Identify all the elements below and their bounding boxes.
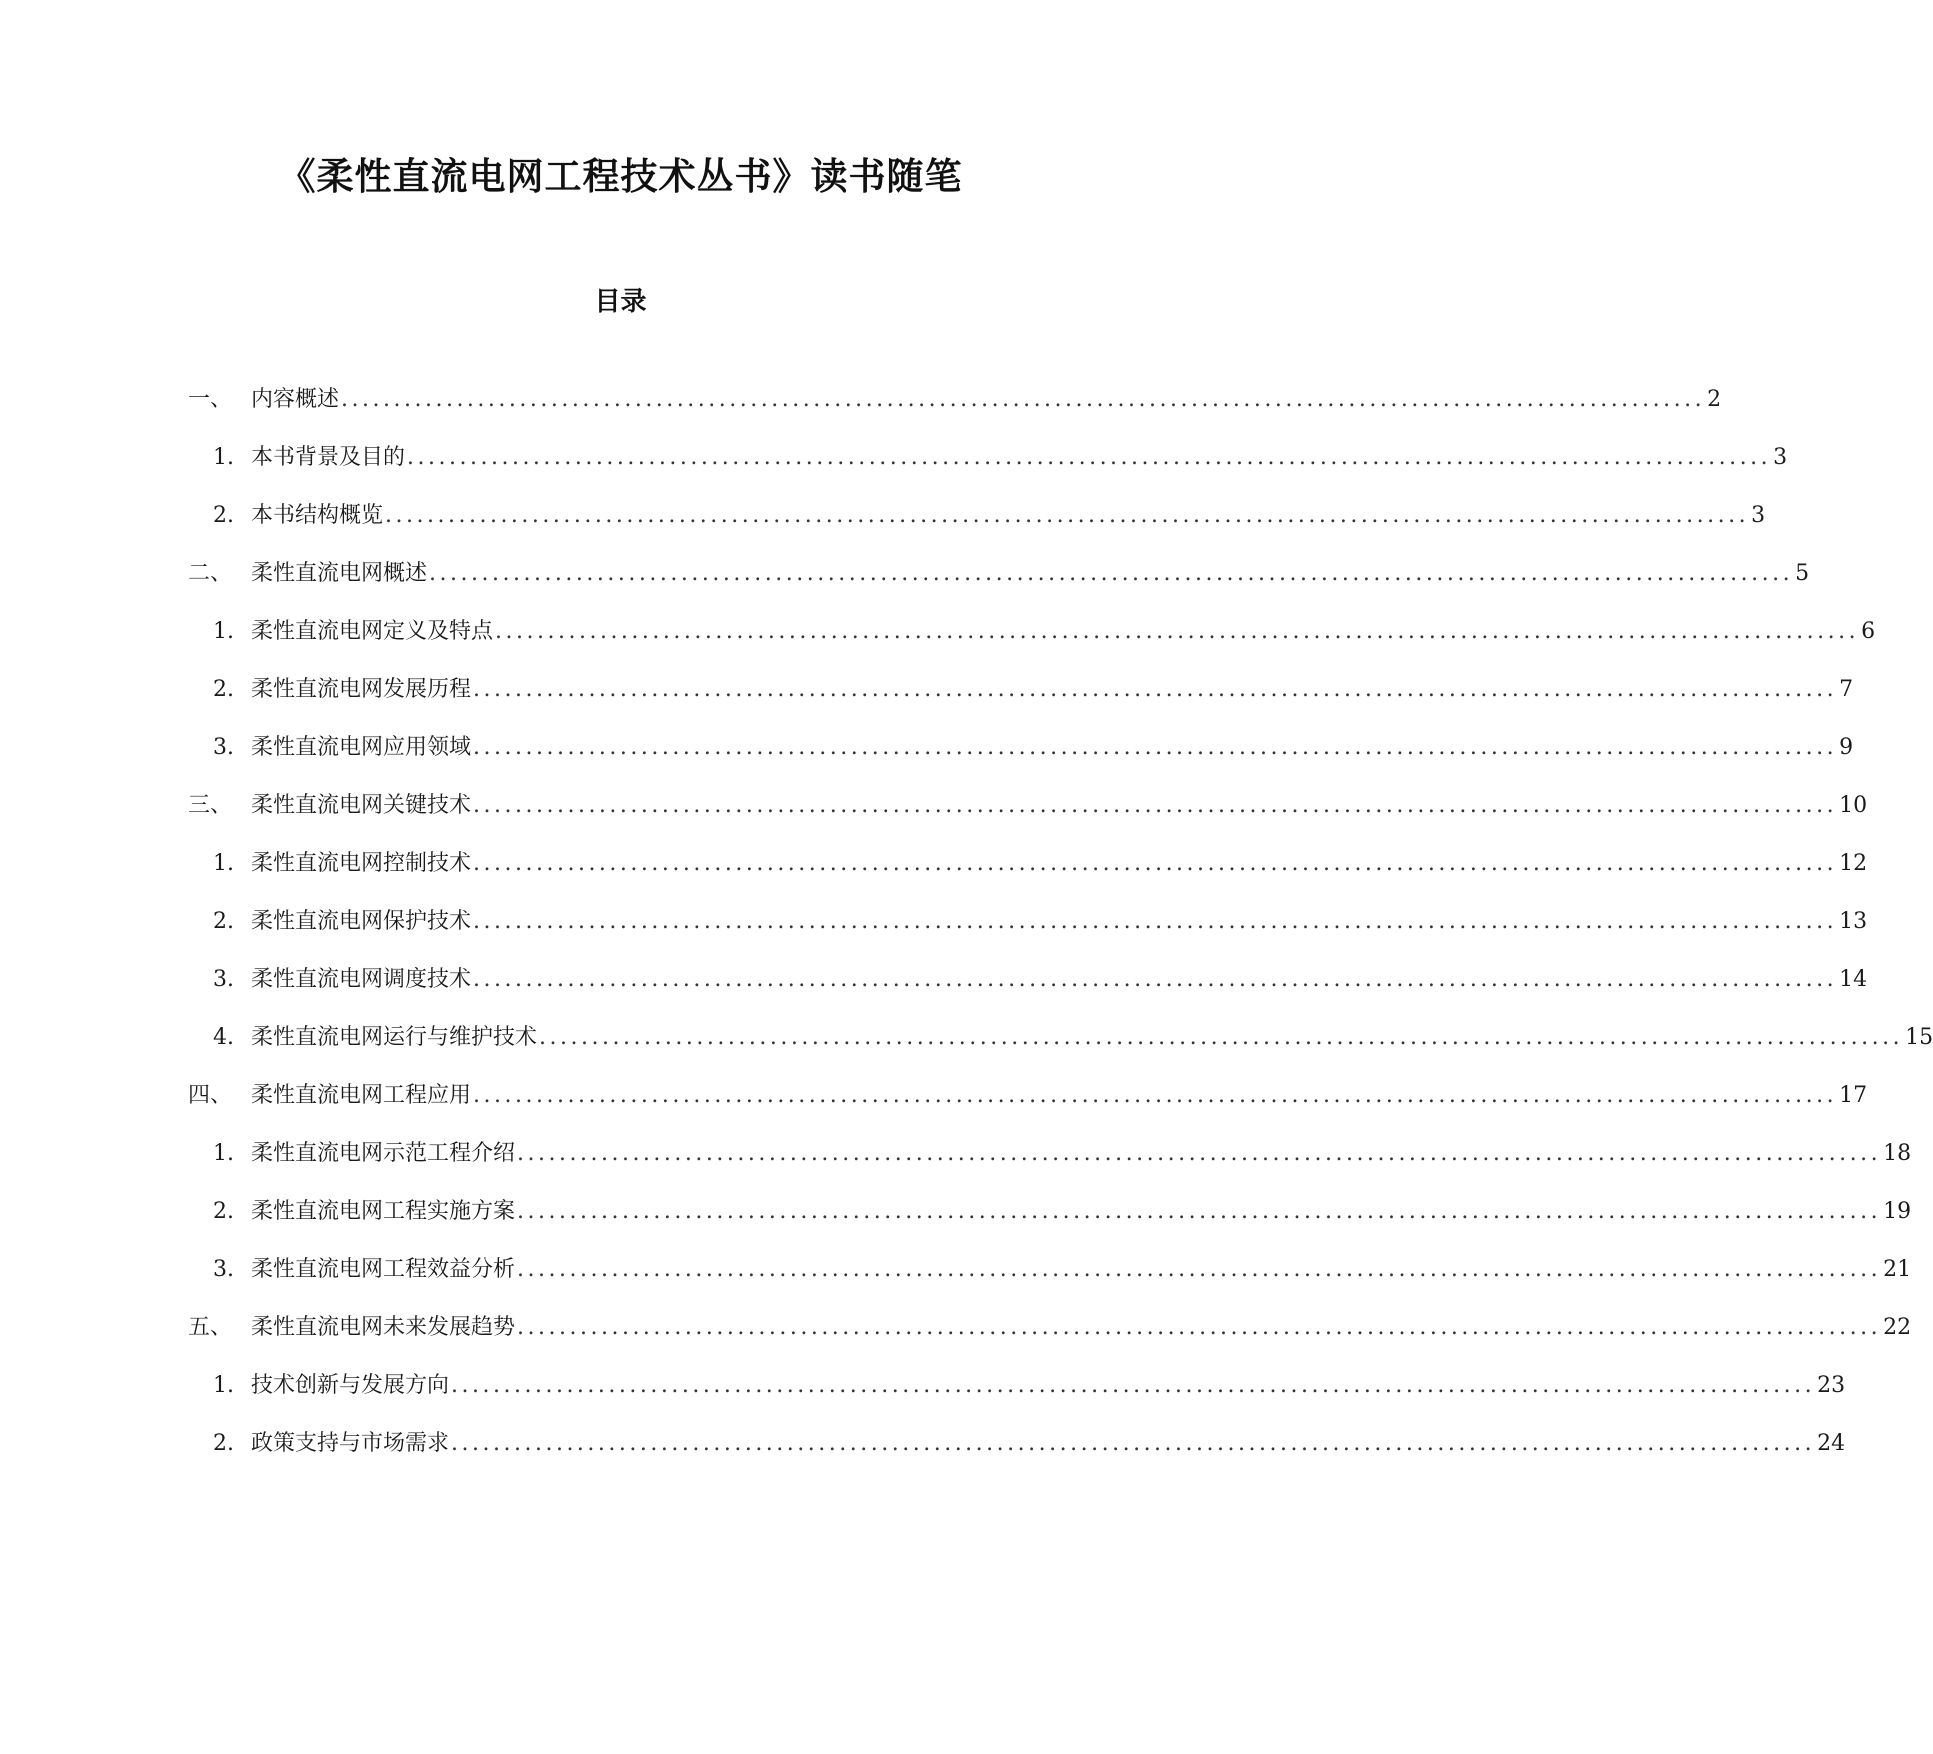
toc-entry-page: 21: [1883, 1257, 1912, 1282]
toc-leader-dots: ..................................................................................................................................: [385, 503, 1750, 528]
toc-heading: 目录: [594, 287, 647, 317]
toc-entry-number: 二、: [188, 561, 233, 586]
toc-entry-text: 柔性直流电网控制技术: [251, 851, 472, 876]
toc-entry-number: 1.: [213, 619, 234, 644]
toc-entry-number: 四、: [188, 1083, 233, 1108]
toc-entry-page: 3: [1773, 445, 1788, 470]
toc-entry[interactable]: [0, 728, 1854, 768]
toc-entry[interactable]: [0, 554, 1810, 594]
toc-entry-number: 1.: [213, 1141, 234, 1166]
toc-entry[interactable]: [0, 380, 1722, 420]
toc-leader-dots: ..................................................................................................................................: [473, 1083, 1838, 1108]
toc-leader-dots: ..................................................................................................................................: [517, 1141, 1882, 1166]
toc-entry-page: 17: [1839, 1083, 1868, 1108]
toc-entry-number: 2.: [213, 677, 234, 702]
toc-entry-text: 柔性直流电网工程实施方案: [251, 1199, 516, 1224]
toc-entry-page: 18: [1883, 1141, 1912, 1166]
toc-entry-text: 技术创新与发展方向: [251, 1373, 450, 1398]
toc-entry[interactable]: [0, 496, 1766, 536]
toc-entry-text: 柔性直流电网工程效益分析: [251, 1257, 516, 1282]
toc-entry-page: 23: [1817, 1373, 1846, 1398]
toc-entry-page: 19: [1883, 1199, 1912, 1224]
toc-entry[interactable]: [0, 1366, 1846, 1406]
toc-leader-dots: ..................................................................................................................................: [473, 677, 1838, 702]
toc-leader-dots: ..................................................................................................................................: [473, 909, 1838, 934]
toc-entry-text: 柔性直流电网应用领域: [251, 735, 472, 760]
toc-entry-number: 1.: [213, 1373, 234, 1398]
toc-entry-text: 柔性直流电网关键技术: [251, 793, 472, 818]
toc-entry-number: 1.: [213, 851, 234, 876]
toc-entry-text: 柔性直流电网示范工程介绍: [251, 1141, 516, 1166]
toc-entry-page: 12: [1839, 851, 1868, 876]
toc-entry-page: 3: [1751, 503, 1766, 528]
toc-leader-dots: ..................................................................................................................................: [429, 561, 1794, 586]
toc-entry-text: 柔性直流电网运行与维护技术: [251, 1025, 538, 1050]
toc-entry-text: 本书结构概览: [251, 503, 384, 528]
toc-entry-number: 4.: [213, 1025, 234, 1050]
toc-entry[interactable]: [0, 786, 1868, 826]
toc-entry-number: 2.: [213, 1431, 234, 1456]
toc-entry-page: 13: [1839, 909, 1868, 934]
toc-entry-page: 7: [1839, 677, 1854, 702]
toc-entry[interactable]: [0, 438, 1788, 478]
toc-entry-text: 柔性直流电网工程应用: [251, 1083, 472, 1108]
toc-leader-dots: ..................................................................................................................................: [473, 967, 1838, 992]
toc-entry-number: 2.: [213, 1199, 234, 1224]
toc-leader-dots: ..................................................................................................................................: [407, 445, 1772, 470]
toc-entry-number: 2.: [213, 503, 234, 528]
toc-entry-number: 一、: [188, 387, 233, 412]
toc-leader-dots: ..................................................................................................................................: [517, 1315, 1882, 1340]
toc-entry[interactable]: [0, 1424, 1846, 1464]
toc-entry-page: 24: [1817, 1431, 1846, 1456]
toc-entry[interactable]: [0, 902, 1868, 942]
toc-entry-text: 柔性直流电网定义及特点: [251, 619, 494, 644]
toc-entry-page: 15: [1905, 1025, 1933, 1050]
toc-entry[interactable]: [0, 960, 1868, 1000]
toc-entry-number: 1.: [213, 445, 234, 470]
toc-leader-dots: ..................................................................................................................................: [495, 619, 1860, 644]
toc-entry-number: 3.: [213, 1257, 234, 1282]
toc-entry[interactable]: [0, 1018, 1933, 1058]
toc-entry-page: 10: [1839, 793, 1868, 818]
toc-entry-text: 柔性直流电网调度技术: [251, 967, 472, 992]
toc-leader-dots: ..................................................................................................................................: [473, 735, 1838, 760]
toc-entry-number: 3.: [213, 735, 234, 760]
toc-entry[interactable]: [0, 1134, 1912, 1174]
toc-leader-dots: ..................................................................................................................................: [539, 1025, 1904, 1050]
toc-entry[interactable]: [0, 1192, 1912, 1232]
toc-entry-page: 22: [1883, 1315, 1912, 1340]
toc-entry[interactable]: [0, 844, 1868, 884]
toc-entry-text: 本书背景及目的: [251, 445, 406, 470]
toc-entry-page: 6: [1861, 619, 1876, 644]
toc-leader-dots: ..................................................................................................................................: [517, 1257, 1882, 1282]
toc-entry[interactable]: [0, 1308, 1912, 1348]
toc-entry-page: 14: [1839, 967, 1868, 992]
toc-entry-text: 柔性直流电网发展历程: [251, 677, 472, 702]
toc-entry-number: 五、: [188, 1315, 233, 1340]
toc-entry-text: 柔性直流电网概述: [251, 561, 428, 586]
toc-entry-number: 三、: [188, 793, 233, 818]
toc-entry-text: 政策支持与市场需求: [251, 1431, 450, 1456]
toc-leader-dots: ..................................................................................................................................: [341, 387, 1706, 412]
toc-leader-dots: ..................................................................................................................................: [451, 1373, 1816, 1398]
document-title: 《柔性直流电网工程技术丛书》读书随笔: [278, 154, 963, 198]
toc-entry-number: 3.: [213, 967, 234, 992]
toc-entry[interactable]: [0, 670, 1854, 710]
toc-entry-page: 2: [1707, 387, 1722, 412]
toc-entry-text: 柔性直流电网未来发展趋势: [251, 1315, 516, 1340]
toc-entry-page: 5: [1795, 561, 1810, 586]
toc-entry[interactable]: [0, 612, 1876, 652]
toc-leader-dots: ..................................................................................................................................: [517, 1199, 1882, 1224]
toc-leader-dots: ..................................................................................................................................: [473, 851, 1838, 876]
toc-entry-number: 2.: [213, 909, 234, 934]
toc-leader-dots: ..................................................................................................................................: [473, 793, 1838, 818]
toc-entry-page: 9: [1839, 735, 1854, 760]
toc-entry[interactable]: [0, 1250, 1912, 1290]
toc-entry-text: 柔性直流电网保护技术: [251, 909, 472, 934]
toc-entry[interactable]: [0, 1076, 1868, 1116]
toc-leader-dots: ..................................................................................................................................: [451, 1431, 1816, 1456]
toc-entry-text: 内容概述: [251, 387, 340, 412]
